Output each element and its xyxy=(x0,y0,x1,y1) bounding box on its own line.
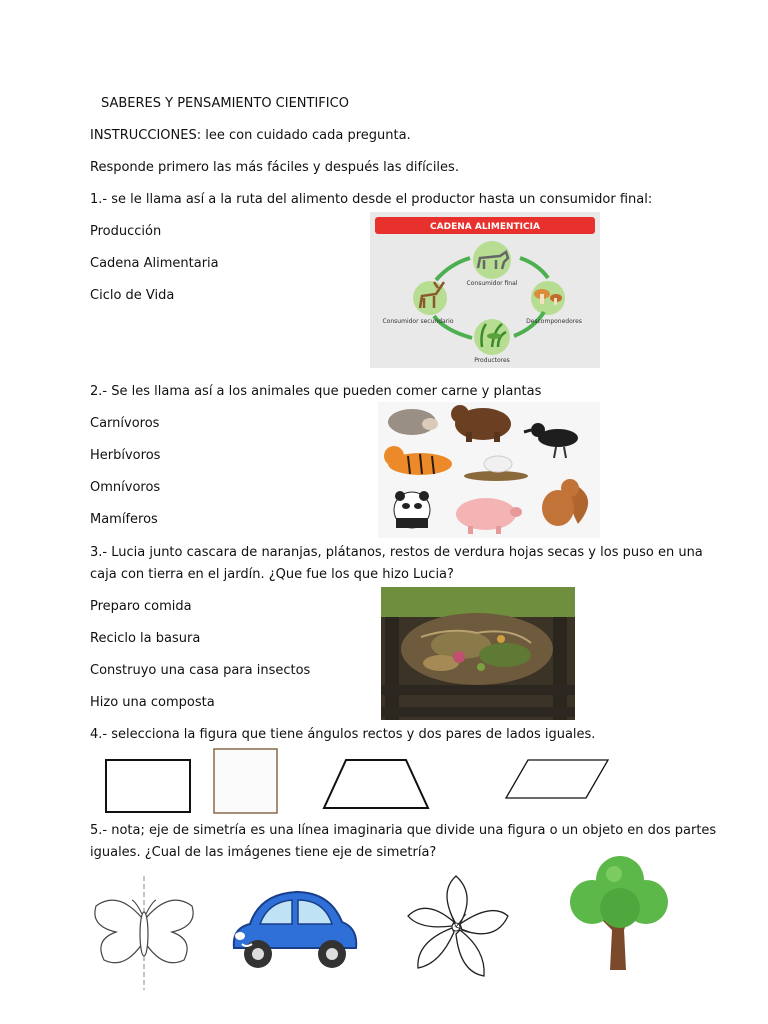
instructions-2: Responde primero las más fáciles y después las difíciles. xyxy=(90,160,459,175)
chain-label: Consumidor final xyxy=(466,280,518,287)
q1-option[interactable]: Ciclo de Vida xyxy=(90,288,175,303)
chain-title: CADENA ALIMENTICIA xyxy=(430,222,540,232)
q3-option[interactable]: Preparo comida xyxy=(90,599,192,614)
chain-label: Consumidor secundario xyxy=(382,318,454,325)
q2-option[interactable]: Omnívoros xyxy=(90,480,161,495)
q1-option[interactable]: Cadena Alimentaria xyxy=(90,256,219,271)
q1-option[interactable]: Producción xyxy=(90,224,162,239)
question-1: 1.- se le llama así a la ruta del alimento desde el productor hasta un consumidor final: xyxy=(90,192,653,207)
tree-image[interactable] xyxy=(566,854,672,974)
q2-option[interactable]: Mamíferos xyxy=(90,512,158,527)
flower-image[interactable] xyxy=(404,872,510,980)
q3-option[interactable]: Hizo una composta xyxy=(90,695,215,710)
q2-option[interactable]: Herbívoros xyxy=(90,448,161,463)
chain-label: Descomponedores xyxy=(526,318,582,325)
food-chain-image xyxy=(370,212,600,368)
question-3-line-2: caja con tierra en el jardín. ¿Que fue los que hizo Lucia? xyxy=(90,567,454,582)
trapezoid-shape[interactable] xyxy=(324,760,428,808)
q3-option[interactable]: Construyo una casa para insectos xyxy=(90,663,311,678)
question-5-line-1: 5.- nota; eje de simetría es una línea imaginaria que divide una figura o un objeto en dos partes xyxy=(90,823,717,838)
shapes-row xyxy=(100,746,620,818)
square-shape[interactable] xyxy=(214,749,277,813)
page-title: SABERES Y PENSAMIENTO CIENTIFICO xyxy=(101,96,349,111)
question-5-line-2: iguales. ¿Cual de las imágenes tiene eje de simetría? xyxy=(90,845,437,860)
question-2: 2.- Se les llama así a los animales que pueden comer carne y plantas xyxy=(90,384,542,399)
butterfly-image[interactable] xyxy=(88,872,200,994)
question-3-line-1: 3.- Lucia junto cascara de naranjas, plátanos, restos de verdura hojas secas y los puso en una xyxy=(90,545,703,560)
rectangle-shape[interactable] xyxy=(106,760,190,812)
parallelogram-shape[interactable] xyxy=(506,760,608,798)
q3-option[interactable]: Reciclo la basura xyxy=(90,631,201,646)
animals-image xyxy=(378,402,600,538)
car-image[interactable] xyxy=(226,884,362,976)
chain-label: Productores xyxy=(474,357,510,364)
q2-option[interactable]: Carnívoros xyxy=(90,416,160,431)
instructions: INSTRUCCIONES: lee con cuidado cada pregunta. xyxy=(90,128,411,143)
compost-image xyxy=(381,587,575,720)
question-4: 4.- selecciona la figura que tiene ángulos rectos y dos pares de lados iguales. xyxy=(90,727,596,742)
